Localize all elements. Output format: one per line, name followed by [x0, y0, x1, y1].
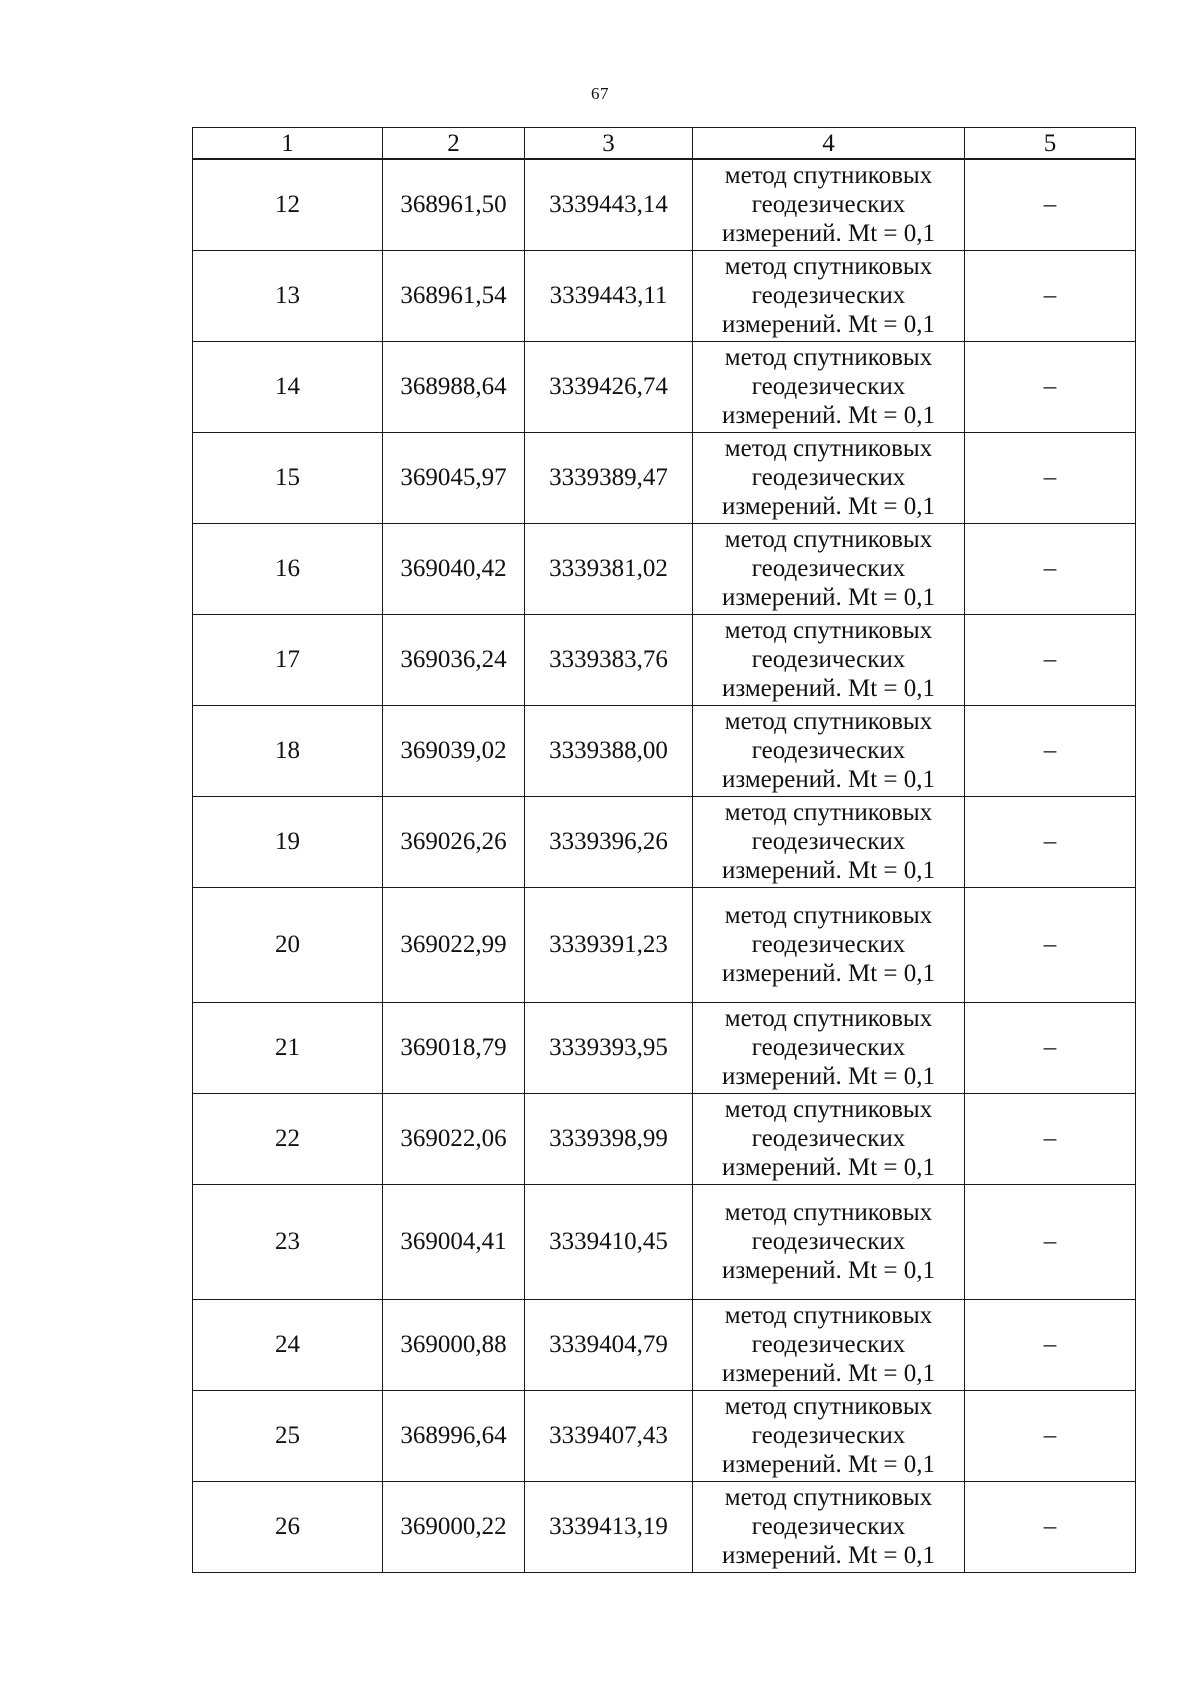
note-cell: –	[965, 1390, 1136, 1481]
note-cell: –	[965, 432, 1136, 523]
method-line: метод спутниковых	[724, 708, 933, 735]
method-line: геодезических	[751, 1034, 906, 1061]
method-cell	[693, 1390, 965, 1481]
note-cell: –	[965, 523, 1136, 614]
y-coordinate-cell: 3339443,11	[525, 250, 693, 341]
y-coordinate-cell: 3339393,95	[525, 1002, 693, 1093]
method-cell	[693, 432, 965, 523]
note-cell: –	[965, 341, 1136, 432]
method-line: геодезических	[751, 464, 906, 491]
y-coordinate-cell: 3339398,99	[525, 1093, 693, 1184]
x-coordinate-cell: 368996,64	[383, 1390, 525, 1481]
method-line: метод спутниковых	[724, 435, 933, 462]
y-coordinate-cell: 3339413,19	[525, 1481, 693, 1572]
method-line: метод спутниковых	[724, 1484, 933, 1511]
method-line: измерений. Mt = 0,1	[721, 766, 936, 793]
method-line: измерений. Mt = 0,1	[721, 220, 936, 248]
table-row	[193, 1481, 1136, 1572]
method-line: измерений. Mt = 0,1	[721, 1451, 936, 1478]
method-line: геодезических	[751, 646, 906, 673]
method-cell	[693, 1184, 965, 1299]
method-line: метод спутниковых	[724, 1393, 933, 1420]
x-coordinate-cell: 369039,02	[383, 705, 525, 796]
page-number: 67	[591, 84, 609, 103]
point-number-cell: 18	[193, 705, 383, 796]
method-line: метод спутниковых	[724, 253, 933, 280]
header-col-1: 1	[193, 128, 383, 160]
x-coordinate-cell: 368988,64	[383, 341, 525, 432]
table-row	[193, 341, 1136, 432]
method-line: геодезических	[751, 1125, 906, 1152]
point-number-cell: 12	[193, 159, 383, 250]
method-line: метод спутниковых	[724, 1199, 933, 1226]
method-line: измерений. Mt = 0,1	[721, 960, 936, 987]
table-row	[193, 1093, 1136, 1184]
table-row	[193, 1184, 1136, 1299]
note-cell: –	[965, 796, 1136, 887]
point-number-cell: 19	[193, 796, 383, 887]
table-row	[193, 250, 1136, 341]
y-coordinate-cell: 3339407,43	[525, 1390, 693, 1481]
method-line: метод спутниковых	[724, 1096, 933, 1123]
point-number-cell: 15	[193, 432, 383, 523]
method-line: метод спутниковых	[724, 162, 933, 190]
table-row	[193, 159, 1136, 250]
method-line: геодезических	[751, 828, 906, 855]
method-cell	[693, 341, 965, 432]
note-cell: –	[965, 614, 1136, 705]
method-line: измерений. Mt = 0,1	[721, 857, 936, 884]
y-coordinate-cell: 3339388,00	[525, 705, 693, 796]
method-line: измерений. Mt = 0,1	[721, 493, 936, 520]
method-cell	[693, 250, 965, 341]
method-cell	[693, 796, 965, 887]
method-cell	[693, 1481, 965, 1572]
method-line: измерений. Mt = 0,1	[721, 584, 936, 611]
table-row	[193, 705, 1136, 796]
method-line: метод спутниковых	[724, 344, 933, 371]
x-coordinate-cell: 368961,50	[383, 159, 525, 250]
method-line: измерений. Mt = 0,1	[721, 1257, 936, 1284]
method-cell	[693, 1002, 965, 1093]
x-coordinate-cell: 369040,42	[383, 523, 525, 614]
note-cell: –	[965, 250, 1136, 341]
y-coordinate-cell: 3339410,45	[525, 1184, 693, 1299]
y-coordinate-cell: 3339426,74	[525, 341, 693, 432]
y-coordinate-cell: 3339381,02	[525, 523, 693, 614]
method-line: измерений. Mt = 0,1	[721, 402, 936, 429]
point-number-cell: 16	[193, 523, 383, 614]
method-line: метод спутниковых	[724, 526, 933, 553]
note-cell: –	[965, 159, 1136, 250]
method-cell	[693, 159, 965, 250]
x-coordinate-cell: 369000,22	[383, 1481, 525, 1572]
method-line: геодезических	[751, 931, 906, 958]
method-line: измерений. Mt = 0,1	[721, 1063, 936, 1090]
method-line: метод спутниковых	[724, 1005, 933, 1032]
y-coordinate-cell: 3339391,23	[525, 887, 693, 1002]
table-row	[193, 887, 1136, 1002]
point-number-cell: 20	[193, 887, 383, 1002]
header-col-3: 3	[525, 128, 693, 160]
method-line: геодезических	[751, 373, 906, 400]
method-line: геодезических	[751, 191, 906, 219]
method-cell	[693, 887, 965, 1002]
note-cell: –	[965, 705, 1136, 796]
note-cell: –	[965, 1299, 1136, 1390]
point-number-cell: 22	[193, 1093, 383, 1184]
method-cell	[693, 705, 965, 796]
method-line: метод спутниковых	[724, 1302, 933, 1329]
method-cell	[693, 614, 965, 705]
method-line: геодезических	[751, 1331, 906, 1358]
point-number-cell: 21	[193, 1002, 383, 1093]
header-col-4: 4	[693, 128, 965, 160]
header-col-5: 5	[965, 128, 1136, 160]
method-cell	[693, 1299, 965, 1390]
point-number-cell: 25	[193, 1390, 383, 1481]
x-coordinate-cell: 369045,97	[383, 432, 525, 523]
method-line: геодезических	[751, 1422, 906, 1449]
method-line: метод спутниковых	[724, 799, 933, 826]
note-cell: –	[965, 1093, 1136, 1184]
table-row	[193, 1299, 1136, 1390]
method-line: измерений. Mt = 0,1	[721, 311, 936, 338]
x-coordinate-cell: 369036,24	[383, 614, 525, 705]
point-number-cell: 14	[193, 341, 383, 432]
table-row	[193, 523, 1136, 614]
header-col-2: 2	[383, 128, 525, 160]
method-line: измерений. Mt = 0,1	[721, 1360, 936, 1387]
table-row	[193, 432, 1136, 523]
method-line: измерений. Mt = 0,1	[721, 1542, 936, 1569]
method-cell	[693, 523, 965, 614]
method-line: измерений. Mt = 0,1	[721, 675, 936, 702]
point-number-cell: 23	[193, 1184, 383, 1299]
table-row	[193, 1390, 1136, 1481]
method-line: геодезических	[751, 555, 906, 582]
method-line: геодезических	[751, 1228, 906, 1255]
point-number-cell: 24	[193, 1299, 383, 1390]
method-line: геодезических	[751, 737, 906, 764]
y-coordinate-cell: 3339389,47	[525, 432, 693, 523]
point-number-cell: 17	[193, 614, 383, 705]
method-line: метод спутниковых	[724, 617, 933, 644]
note-cell: –	[965, 887, 1136, 1002]
table-row	[193, 796, 1136, 887]
x-coordinate-cell: 369000,88	[383, 1299, 525, 1390]
x-coordinate-cell: 369022,99	[383, 887, 525, 1002]
method-line: метод спутниковых	[724, 902, 933, 929]
coordinates-table	[192, 127, 1136, 1573]
x-coordinate-cell: 369026,26	[383, 796, 525, 887]
y-coordinate-cell: 3339383,76	[525, 614, 693, 705]
table-row	[193, 614, 1136, 705]
note-cell: –	[965, 1184, 1136, 1299]
table-header	[193, 128, 1136, 160]
method-cell	[693, 1093, 965, 1184]
method-line: геодезических	[751, 1513, 906, 1540]
method-line: измерений. Mt = 0,1	[721, 1154, 936, 1181]
x-coordinate-cell: 369022,06	[383, 1093, 525, 1184]
note-cell: –	[965, 1481, 1136, 1572]
y-coordinate-cell: 3339443,14	[525, 159, 693, 250]
note-cell: –	[965, 1002, 1136, 1093]
x-coordinate-cell: 368961,54	[383, 250, 525, 341]
x-coordinate-cell: 369018,79	[383, 1002, 525, 1093]
point-number-cell: 13	[193, 250, 383, 341]
table-body	[193, 159, 1136, 1572]
point-number-cell: 26	[193, 1481, 383, 1572]
x-coordinate-cell: 369004,41	[383, 1184, 525, 1299]
y-coordinate-cell: 3339404,79	[525, 1299, 693, 1390]
header-row	[193, 128, 1136, 160]
y-coordinate-cell: 3339396,26	[525, 796, 693, 887]
table-row	[193, 1002, 1136, 1093]
method-line: геодезических	[751, 282, 906, 309]
